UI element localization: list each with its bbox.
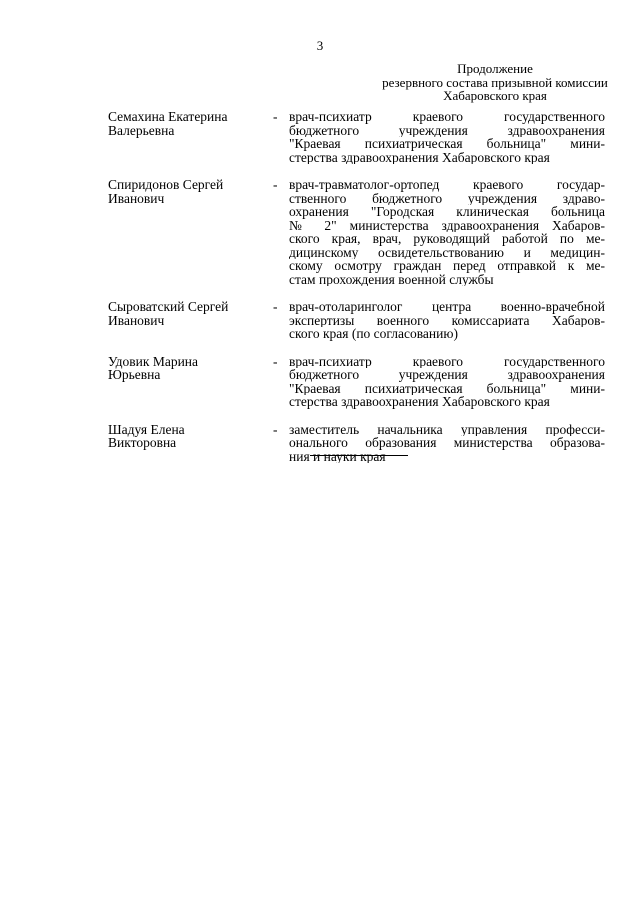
member-position xyxy=(289,300,605,341)
position-line: бюджетного учреждения здравоохранения xyxy=(289,368,605,382)
member-position xyxy=(289,355,605,409)
member-surname-first-name: Удовик Марина xyxy=(108,353,199,369)
member-patronymic: Валерьевна xyxy=(108,122,175,138)
member-patronymic: Иванович xyxy=(108,190,165,206)
member-name xyxy=(108,178,273,286)
entry-dash: - xyxy=(273,177,278,192)
position-line: ственного бюджетного учреждения здраво- xyxy=(289,191,605,205)
position-line: охранения "Городская клиническая больница xyxy=(289,205,605,219)
position-line: скому осмотру граждан перед отправкой к ме- xyxy=(289,259,605,273)
header-line-reserve-composition: резервного состава призывной комиссии xyxy=(382,74,608,90)
member-surname-first-name: Сыроватский Сергей xyxy=(108,299,229,314)
member-position xyxy=(289,110,605,164)
commission-member-list xyxy=(108,110,605,463)
member-entry xyxy=(108,178,605,286)
position-line: "Краевая психиатрическая больница" мини- xyxy=(289,381,605,395)
member-patronymic: Иванович xyxy=(108,312,165,328)
continuation-header xyxy=(370,62,620,103)
member-entry xyxy=(108,110,605,164)
position-line: онального образования министерства образова- xyxy=(289,436,605,450)
position-line: "Краевая психиатрическая больница" мини- xyxy=(289,137,605,151)
position-line: бюджетного учреждения здравоохранения xyxy=(289,123,605,137)
entry-dash: - xyxy=(273,109,278,124)
entry-dash: - xyxy=(273,353,278,369)
member-name xyxy=(108,110,273,164)
entry-dash: - xyxy=(273,421,278,437)
member-name xyxy=(108,355,273,409)
member-name xyxy=(108,300,273,341)
position-line: стерства здравоохранения Хабаровского края xyxy=(289,150,550,164)
position-line: ского края (по согласованию) xyxy=(289,327,458,341)
position-line: врач-психиатр краевого государственного xyxy=(289,354,605,368)
position-line: врач-психиатр краевого государственного xyxy=(289,110,605,124)
position-line: ского края, врач, руководящий работой по ме- xyxy=(289,232,605,246)
member-surname-first-name: Шадуя Елена xyxy=(108,421,185,437)
member-entry xyxy=(108,300,605,341)
position-line: врач-травматолог-ортопед краевого государ- xyxy=(289,178,605,192)
member-entry xyxy=(108,423,605,464)
position-line: ния и науки края xyxy=(289,449,386,463)
position-line: дицинскому освидетельствованию и медицин- xyxy=(289,245,605,259)
position-line: врач-отоларинголог центра военно-врачебной xyxy=(289,300,605,314)
member-surname-first-name: Семахина Екатерина xyxy=(108,109,228,124)
member-name xyxy=(108,423,273,464)
member-surname-first-name: Спиридонов Сергей xyxy=(108,177,224,192)
end-of-list-rule xyxy=(310,455,408,456)
position-line: № 2" министерства здравоохранения Хабаров- xyxy=(289,218,605,232)
position-line: экспертизы военного комиссариата Хабаров- xyxy=(289,313,605,327)
member-patronymic: Юрьевна xyxy=(108,367,161,382)
position-line: стерства здравоохранения Хабаровского края xyxy=(289,395,550,409)
header-line-region: Хабаровского края xyxy=(443,88,547,103)
member-position xyxy=(289,178,605,286)
position-line: стам прохождения военной службы xyxy=(289,272,494,286)
member-patronymic: Викторовна xyxy=(108,435,177,450)
position-line: заместитель начальника управления професси- xyxy=(289,422,605,436)
page-number: 3 xyxy=(316,38,324,53)
entry-dash: - xyxy=(273,299,278,314)
member-entry xyxy=(108,355,605,409)
member-position xyxy=(289,423,605,464)
header-line-continuation: Продолжение xyxy=(457,61,533,76)
